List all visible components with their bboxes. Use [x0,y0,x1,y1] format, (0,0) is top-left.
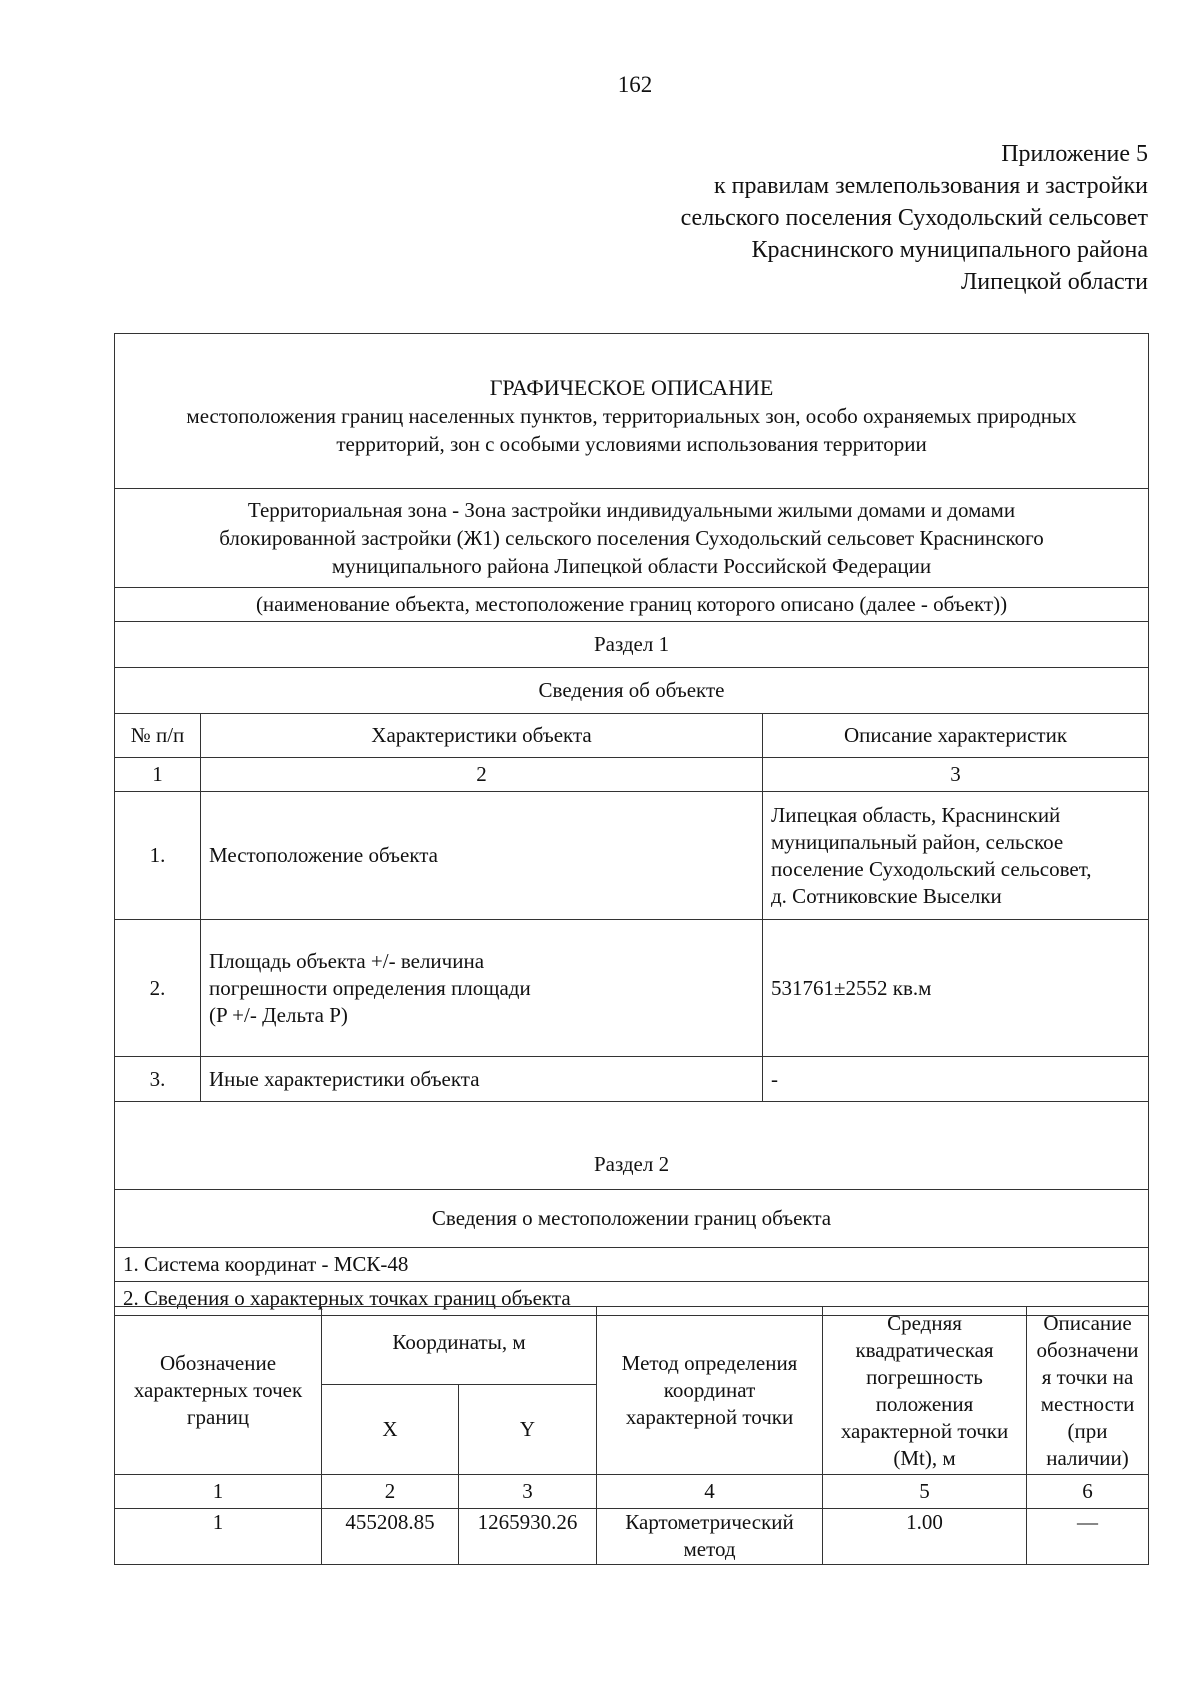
header-line: квадратическая [855,1337,994,1362]
description-line: Липецкая область, Краснинский [771,802,1061,827]
coordinate-system: 1. Система координат - МСК-48 [115,1248,1149,1282]
points-table [114,1306,1149,1565]
document-title: ГРАФИЧЕСКОЕ ОПИСАНИЕ [489,375,774,400]
method-line: метод [683,1537,736,1561]
point-y: 1265930.26 [459,1509,597,1565]
section1-table [114,333,1149,1316]
appendix-line: Приложение 5 [1001,141,1148,167]
header-line: (Mt), м [893,1445,956,1470]
point-x: 455208.85 [322,1509,459,1565]
column-number: 3 [763,758,1149,792]
column-header-x: X [322,1385,459,1475]
column-number: 4 [597,1475,823,1509]
section2-subtitle: Сведения о местоположении границ объекта [115,1190,1149,1248]
row-number: 1. [115,792,201,920]
column-header-num: № п/п [115,714,201,758]
description-line: д. Сотниковские Выселки [771,883,1002,908]
header-line: обозначени [1036,1337,1139,1362]
table-row [115,920,1149,1057]
column-number: 6 [1027,1475,1149,1509]
table-row [115,1057,1149,1102]
column-header-characteristic: Характеристики объекта [201,714,763,758]
column-header-method [597,1307,823,1475]
header-line: Средняя [887,1310,962,1335]
header-line: характерных точек [133,1378,303,1402]
row-number: 3. [115,1057,201,1102]
header-line: положения [875,1391,974,1416]
row-description [763,792,1149,920]
page-number: 162 [617,72,653,97]
point-id: 1 [115,1509,322,1565]
point-error: 1.00 [823,1509,1027,1565]
row-number: 2. [115,920,201,1057]
section2-title: Раздел 2 [115,1102,1149,1190]
object-name-line: муниципального района Липецкой области Российской Федерации [331,554,932,578]
column-header-y: Y [459,1385,597,1475]
table-row [115,1509,1149,1565]
header-line: я точки на [1041,1364,1134,1389]
column-number: 3 [459,1475,597,1509]
row-characteristic: Иные характеристики объекта [201,1057,763,1102]
header-line: границ [186,1405,250,1429]
header-line: Описание [1043,1310,1132,1335]
header-line: Метод определения [621,1351,798,1375]
description-line: муниципальный район, сельское [771,829,1064,854]
column-header-error [823,1307,1027,1475]
header-line: погрешность [866,1364,983,1389]
column-number: 2 [322,1475,459,1509]
document-subtitle: территорий, зон с особыми условиями использования территории [336,432,927,456]
points-title: 2. Сведения о характерных точках границ объекта [115,1282,1149,1316]
object-caption: (наименование объекта, местоположение границ которого описано (далее - объект)) [115,588,1149,622]
header-line: Обозначение [159,1351,277,1375]
header-line: координат [663,1378,756,1402]
column-header-coordinates: Координаты, м [322,1307,597,1385]
method-line: Картометрический [625,1510,794,1534]
column-number: 1 [115,1475,322,1509]
column-header-description: Описание характеристик [763,714,1149,758]
point-method [597,1509,823,1565]
object-name-cell [115,489,1149,588]
characteristic-line: (P +/- Дельта P) [209,1002,348,1027]
characteristic-line: Площадь объекта +/- величина [209,948,485,973]
header-line: характерной точки [625,1405,794,1429]
description-line: поселение Суходольский сельсовет, [771,856,1092,881]
row-characteristic: Местоположение объекта [201,792,763,920]
column-number: 1 [115,758,201,792]
row-description: - [763,1057,1149,1102]
column-number: 5 [823,1475,1027,1509]
column-header-point-description [1027,1307,1149,1475]
document-subtitle: местоположения границ населенных пунктов, территориальных зон, особо охраняемых природных [186,404,1077,428]
object-name-line: Территориальная зона - Зона застройки индивидуальными жилыми домами и домами [247,498,1016,522]
appendix-line: Краснинского муниципального района [751,237,1148,263]
appendix-block [681,138,1148,298]
appendix-line: сельского поселения Суходольский сельсовет [680,205,1148,231]
section1-subtitle: Сведения об объекте [115,668,1149,714]
appendix-line: к правилам землепользования и застройки [713,173,1148,199]
point-description: — [1027,1509,1149,1565]
header-line: характерной точки [840,1418,1009,1443]
column-number: 2 [201,758,763,792]
column-header-designation [115,1307,322,1475]
row-description: 531761±2552 кв.м [763,920,1149,1057]
characteristic-line: погрешности определения площади [209,975,531,1000]
document-title-cell [115,334,1149,489]
appendix-line: Липецкой области [961,269,1148,295]
header-line: наличии) [1046,1445,1129,1470]
header-line: (при [1067,1418,1108,1443]
object-name-line: блокированной застройки (Ж1) сельского поселения Суходольский сельсовет Краснинского [219,526,1044,550]
row-characteristic [201,920,763,1057]
header-line: местности [1040,1391,1135,1416]
section1-title: Раздел 1 [115,622,1149,668]
table-row [115,792,1149,920]
